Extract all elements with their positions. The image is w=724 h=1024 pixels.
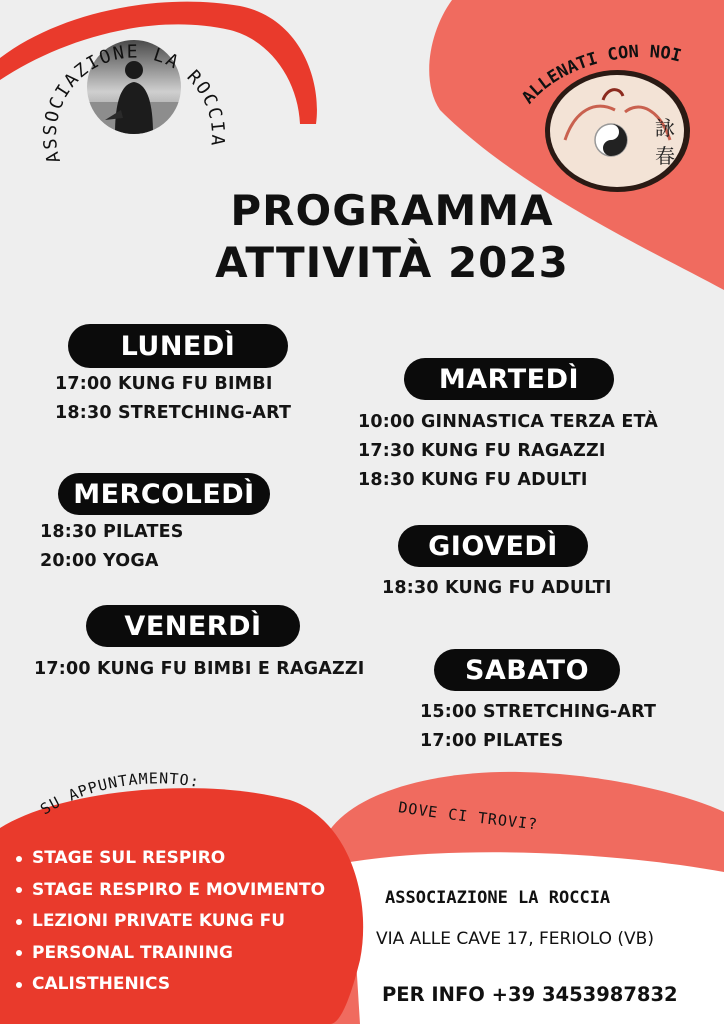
location-name: ASSOCIAZIONE LA ROCCIA bbox=[385, 888, 611, 908]
svg-text:ALLENATI CON NOI bbox=[518, 42, 683, 108]
day-pill-giovedi: GIOVEDÌ bbox=[398, 525, 588, 567]
list-item bbox=[16, 969, 325, 1001]
badge-char-1: 詠 bbox=[655, 116, 675, 140]
list-item-label: STAGE SUL RESPIRO bbox=[32, 848, 226, 868]
svg-text:DOVE CI TROVI? bbox=[397, 798, 539, 833]
schedule-item: 17:00 KUNG FU BIMBI E RAGAZZI bbox=[34, 659, 365, 679]
appointment-list bbox=[16, 843, 325, 1001]
bullet-icon bbox=[16, 919, 22, 925]
bullet-icon bbox=[16, 982, 22, 988]
location-heading-label: DOVE CI TROVI? bbox=[397, 798, 539, 834]
location-heading bbox=[390, 790, 630, 850]
schedule-item: 18:30 PILATES bbox=[40, 522, 184, 542]
day-pill-sabato: SABATO bbox=[434, 649, 620, 691]
day-pill-mercoledi: MERCOLEDÌ bbox=[58, 473, 270, 515]
badge-ring-label: ALLENATI CON NOI bbox=[518, 41, 684, 108]
appointment-heading bbox=[30, 760, 310, 850]
bullet-icon bbox=[16, 856, 22, 862]
list-item-label: LEZIONI PRIVATE KUNG FU bbox=[32, 911, 286, 931]
schedule-martedi bbox=[358, 408, 658, 495]
list-item-label: CALISTHENICS bbox=[32, 974, 171, 994]
schedule-item: 20:00 YOGA bbox=[40, 551, 159, 571]
schedule-lunedi bbox=[55, 370, 291, 428]
schedule-item: 10:00 GINNASTICA TERZA ETÀ bbox=[358, 412, 659, 432]
location-address: VIA ALLE CAVE 17, FERIOLO (VB) bbox=[376, 929, 654, 949]
badge-ring-text bbox=[510, 25, 720, 155]
bullet-icon bbox=[16, 887, 22, 893]
day-pill-venerdi: VENERDÌ bbox=[86, 605, 300, 647]
schedule-item: 18:30 STRETCHING-ART bbox=[55, 403, 292, 423]
day-pill-martedi: MARTEDÌ bbox=[404, 358, 614, 400]
list-item-label: STAGE RESPIRO E MOVIMENTO bbox=[32, 879, 326, 900]
schedule-item: 17:00 KUNG FU BIMBI bbox=[55, 374, 273, 394]
day-pill-lunedi: LUNEDÌ bbox=[68, 324, 288, 368]
schedule-sabato bbox=[420, 698, 656, 756]
schedule-giovedi bbox=[382, 574, 612, 603]
schedule-venerdi bbox=[34, 655, 365, 684]
schedule-item: 18:30 KUNG FU ADULTI bbox=[382, 578, 612, 598]
list-item bbox=[16, 843, 325, 875]
schedule-item: 18:30 KUNG FU ADULTI bbox=[358, 470, 588, 490]
appointment-heading-label: SU APPUNTAMENTO: bbox=[37, 769, 202, 819]
list-item bbox=[16, 938, 325, 970]
contact-phone: PER INFO +39 3453987832 bbox=[382, 983, 678, 1006]
badge-char-2: 春 bbox=[655, 144, 675, 168]
title-line-2: ATTIVITÀ 2023 bbox=[215, 238, 569, 287]
logo-ring-label: ASSOCIAZIONE LA ROCCIA bbox=[39, 41, 229, 166]
svg-text:SU APPUNTAMENTO: bbox=[37, 769, 201, 818]
list-item bbox=[16, 906, 325, 938]
svg-text:ASSOCIAZIONE LA ROCCIA bbox=[40, 42, 228, 166]
list-item-label: PERSONAL TRAINING bbox=[32, 942, 233, 963]
schedule-item: 15:00 STRETCHING-ART bbox=[420, 702, 657, 722]
schedule-item: 17:30 KUNG FU RAGAZZI bbox=[358, 441, 606, 461]
schedule-mercoledi bbox=[40, 518, 184, 576]
schedule-item: 17:00 PILATES bbox=[420, 731, 564, 751]
bullet-icon bbox=[16, 950, 22, 956]
title-line-1: PROGRAMMA bbox=[230, 186, 554, 235]
list-item bbox=[16, 875, 325, 907]
logo-ring-text bbox=[24, 0, 244, 200]
